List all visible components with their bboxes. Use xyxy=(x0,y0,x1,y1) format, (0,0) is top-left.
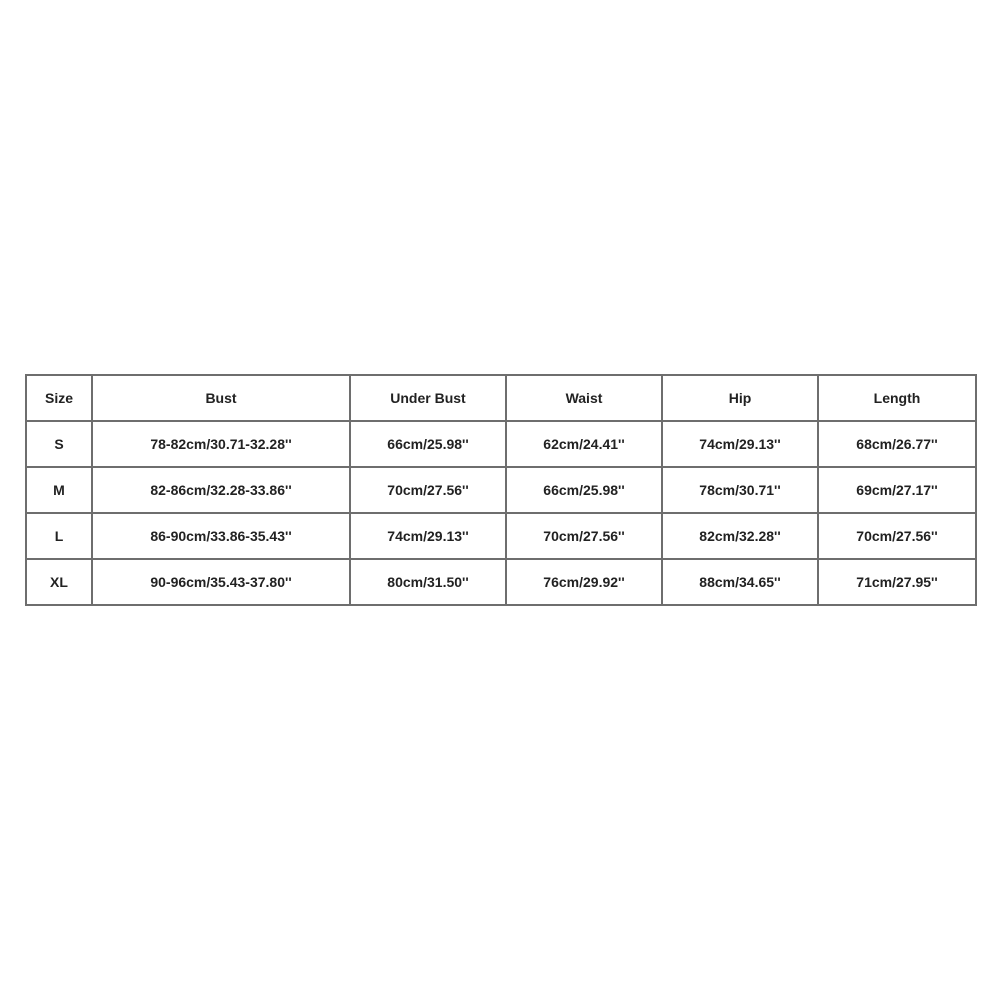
header-row xyxy=(26,375,976,421)
cell-length: 70cm/27.56'' xyxy=(818,513,976,559)
header-length: Length xyxy=(818,375,976,421)
cell-size: L xyxy=(26,513,92,559)
cell-size: XL xyxy=(26,559,92,605)
table-row xyxy=(26,559,976,605)
header-waist: Waist xyxy=(506,375,662,421)
cell-hip: 78cm/30.71'' xyxy=(662,467,818,513)
cell-size: S xyxy=(26,421,92,467)
table-row xyxy=(26,421,976,467)
cell-under-bust: 74cm/29.13'' xyxy=(350,513,506,559)
cell-length: 68cm/26.77'' xyxy=(818,421,976,467)
cell-under-bust: 66cm/25.98'' xyxy=(350,421,506,467)
cell-length: 69cm/27.17'' xyxy=(818,467,976,513)
header-hip: Hip xyxy=(662,375,818,421)
header-under-bust: Under Bust xyxy=(350,375,506,421)
cell-bust: 78-82cm/30.71-32.28'' xyxy=(92,421,350,467)
cell-hip: 82cm/32.28'' xyxy=(662,513,818,559)
cell-bust: 86-90cm/33.86-35.43'' xyxy=(92,513,350,559)
cell-bust: 90-96cm/35.43-37.80'' xyxy=(92,559,350,605)
header-size: Size xyxy=(26,375,92,421)
cell-waist: 62cm/24.41'' xyxy=(506,421,662,467)
cell-bust: 82-86cm/32.28-33.86'' xyxy=(92,467,350,513)
cell-length: 71cm/27.95'' xyxy=(818,559,976,605)
cell-hip: 74cm/29.13'' xyxy=(662,421,818,467)
table-row xyxy=(26,467,976,513)
cell-waist: 66cm/25.98'' xyxy=(506,467,662,513)
size-chart-table xyxy=(25,374,977,606)
cell-waist: 70cm/27.56'' xyxy=(506,513,662,559)
cell-hip: 88cm/34.65'' xyxy=(662,559,818,605)
cell-waist: 76cm/29.92'' xyxy=(506,559,662,605)
header-bust: Bust xyxy=(92,375,350,421)
table-row xyxy=(26,513,976,559)
cell-under-bust: 80cm/31.50'' xyxy=(350,559,506,605)
cell-under-bust: 70cm/27.56'' xyxy=(350,467,506,513)
cell-size: M xyxy=(26,467,92,513)
